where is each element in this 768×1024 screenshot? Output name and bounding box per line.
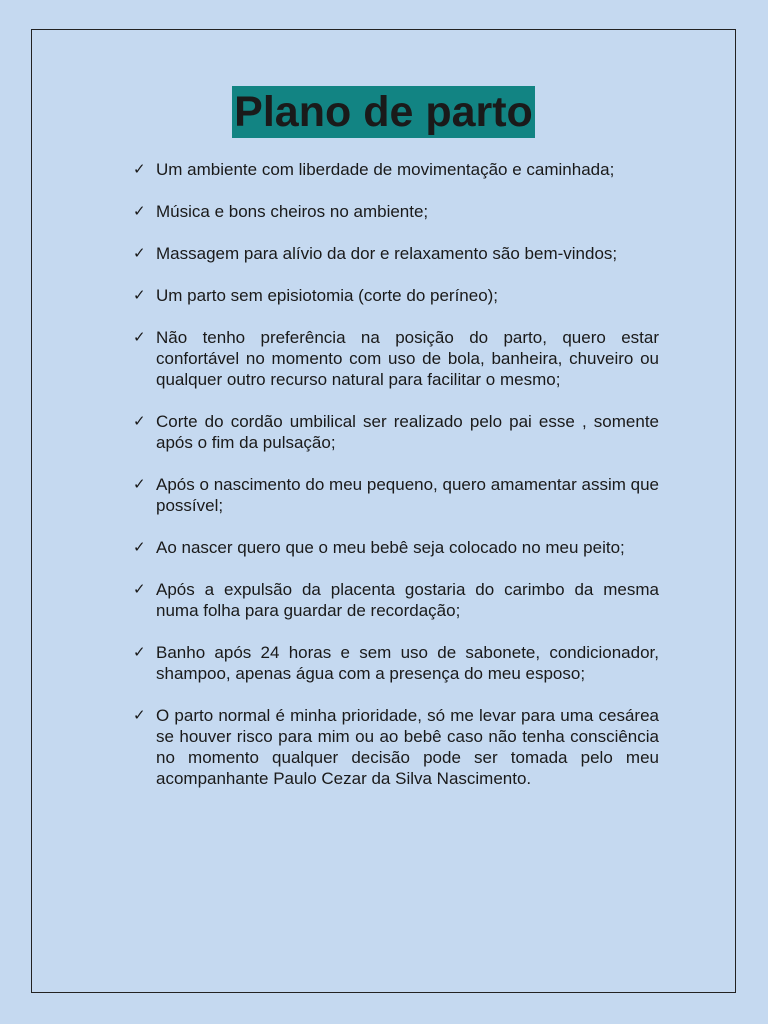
list-item [133,537,659,558]
checkmark-icon: ✓ [133,286,146,304]
list-item-text: Não tenho preferência na posição do parto, quero estar confortável no momento com uso de bola, banheira, chuveiro ou qualquer outro recurso natural para facilitar o mesmo; [156,328,659,389]
checkmark-icon: ✓ [133,244,146,262]
page-border-frame [31,29,736,993]
list-item-text: Corte do cordão umbilical ser realizado pelo pai esse , somente após o fim da pulsação; [156,412,659,452]
checkmark-icon: ✓ [133,706,146,724]
list-item [133,705,659,789]
checkmark-icon: ✓ [133,202,146,220]
checkmark-icon: ✓ [133,160,146,178]
list-item-text: Massagem para alívio da dor e relaxamento são bem-vindos; [156,244,618,263]
list-item-text: Um ambiente com liberdade de movimentação e caminhada; [156,160,615,179]
list-item [133,642,659,684]
checkmark-icon: ✓ [133,475,146,493]
checkmark-icon: ✓ [133,643,146,661]
list-item [133,159,659,180]
birth-plan-list [133,159,659,810]
list-item [133,201,659,222]
list-item-text: Um parto sem episiotomia (corte do períneo); [156,286,499,305]
checkmark-icon: ✓ [133,412,146,430]
list-item [133,285,659,306]
list-item [133,474,659,516]
list-item-text: Após o nascimento do meu pequeno, quero amamentar assim que possível; [156,475,659,515]
list-item-text: O parto normal é minha prioridade, só me levar para uma cesárea se houver risco para mim ou ao bebê caso não tenha consciência no momento qualquer decisão pode ser tomada pelo meu acompanhante Paulo Cezar da Silva Nascimento. [156,706,659,788]
checkmark-icon: ✓ [133,328,146,346]
list-item-text: Após a expulsão da placenta gostaria do carimbo da mesma numa folha para guardar de recordação; [156,580,659,620]
list-item [133,243,659,264]
title-container [32,86,735,138]
checkmark-icon: ✓ [133,580,146,598]
list-item [133,579,659,621]
list-item-text: Ao nascer quero que o meu bebê seja colocado no meu peito; [156,538,625,557]
list-item-text: Banho após 24 horas e sem uso de sabonete, condicionador, shampoo, apenas água com a presença do meu esposo; [156,643,659,683]
list-item-text: Música e bons cheiros no ambiente; [156,202,429,221]
page-title: Plano de parto [234,88,533,136]
checkmark-icon: ✓ [133,538,146,556]
list-item [133,327,659,390]
list-item [133,411,659,453]
